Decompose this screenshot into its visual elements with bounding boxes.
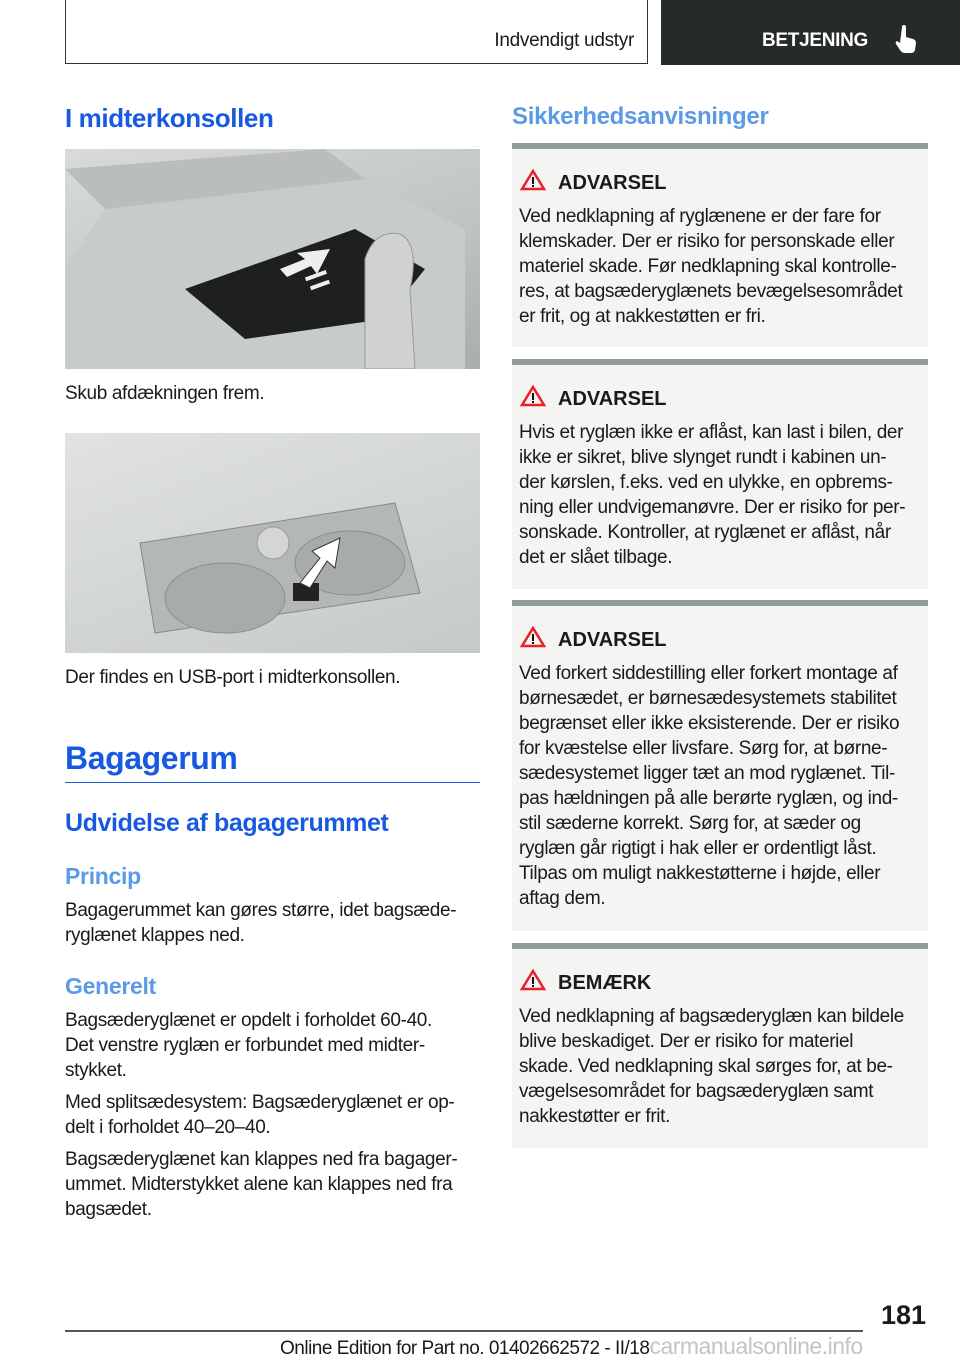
caption-usb: Der findes en USB-port i midterkonsollen. [65, 667, 401, 688]
heading-expansion: Udvidelse af bagagerummet [65, 809, 389, 837]
warning-text: Ved nedklapning af ryglænene er der fare for klemskader. Der er risiko for personskade eller materiel skade. Før nedklapning skal kontrolle- res, at bagsæderyglænets bevægelsesområdet er frit, og at nakkestøtten er fri. [519, 206, 903, 327]
warning-text: Hvis et ryglæn ikke er aflåst, kan last i bilen, der ikke er sikret, blive slynget rundt i kabinen un- der kørslen, f.eks. ved en ulykke, en opbrems- ning eller undvigemanøvre. Der er risiko for per- sonskade. Kontroller, at ryglænet er aflåst, når det er slået tilbage. [519, 422, 906, 568]
warning-box [512, 359, 928, 589]
page-number: 181 [880, 1300, 926, 1330]
warning-box [512, 600, 928, 931]
warning-triangle-icon [520, 169, 546, 191]
caption-cover: Skub afdækningen frem. [65, 383, 265, 404]
subheading-principle: Princip [65, 863, 141, 889]
notice-text: Ved nedklapning af bagsæderyglæn kan bildele blive beskadiget. Der er risiko for materiel skade. Ved nedklapning skal sørges for, at be- vægelsesområdet for bagsæderyglæn samt nakkestøtter er frit. [519, 1006, 904, 1127]
usb-port-image [65, 433, 480, 653]
general-text-3: Bagsæderyglænet kan klappes ned fra bagager- ummet. Midterstykket alene kan klappes ned fra bagsædet. [65, 1149, 458, 1220]
heading-center-console: I midterkonsollen [65, 103, 274, 133]
edition-text: Online Edition for Part no. 01402662572 - II/18 [280, 1338, 650, 1359]
warning-triangle-icon [520, 969, 546, 991]
warning-triangle-icon [520, 385, 546, 407]
heading-luggage: Bagagerum [65, 740, 238, 776]
header-chapter-tab [661, 0, 960, 65]
console-cover-image [65, 149, 480, 369]
warning-title: ADVARSEL [558, 629, 667, 651]
warning-title: ADVARSEL [558, 388, 667, 410]
header-section-title: Indvendigt udstyr [494, 30, 634, 51]
footer-edition [280, 1333, 863, 1360]
pointing-hand-icon [895, 25, 919, 55]
watermark[interactable]: carmanualsonline.info [649, 1333, 863, 1359]
header-section-tab [65, 0, 648, 64]
warning-box [512, 143, 928, 347]
principle-text: Bagagerummet kan gøres større, idet bagsæde- ryglænet klappes ned. [65, 900, 457, 946]
notice-box [512, 943, 928, 1148]
heading-divider [65, 782, 480, 783]
heading-safety: Sikkerhedsanvisninger [512, 103, 769, 130]
general-text-2: Med splitsædesystem: Bagsæderyglænet er op- delt i forholdet 40–20–40. [65, 1092, 455, 1138]
notice-title: BEMÆRK [558, 972, 652, 994]
footer-divider [65, 1330, 863, 1332]
warning-title: ADVARSEL [558, 172, 667, 194]
warning-text: Ved forkert siddestilling eller forkert montage af børnesædet, er børnesædesystemets stabilitet begrænset eller ikke eksisterende. Der er risiko for kvæstelse eller livsfare. Sørg for, at børne- sædesystemet ligger tæt an mod ryglænet. Til- pas hældningen på alle berørte ryglæn, og ind- stil sæderne korrekt. Sørg for, at sæder og ryglæn går rigtigt i hak eller er ordentligt låst. Tilpas om muligt nakkestøtterne i højde, eller aftag dem. [519, 663, 900, 909]
general-text-1: Bagsæderyglænet er opdelt i forholdet 60-40. Det venstre ryglæn er forbundet med midter- stykket. [65, 1010, 432, 1081]
header-chapter-title: BETJENING [762, 30, 869, 51]
subheading-general: Generelt [65, 973, 156, 999]
warning-triangle-icon [520, 626, 546, 648]
